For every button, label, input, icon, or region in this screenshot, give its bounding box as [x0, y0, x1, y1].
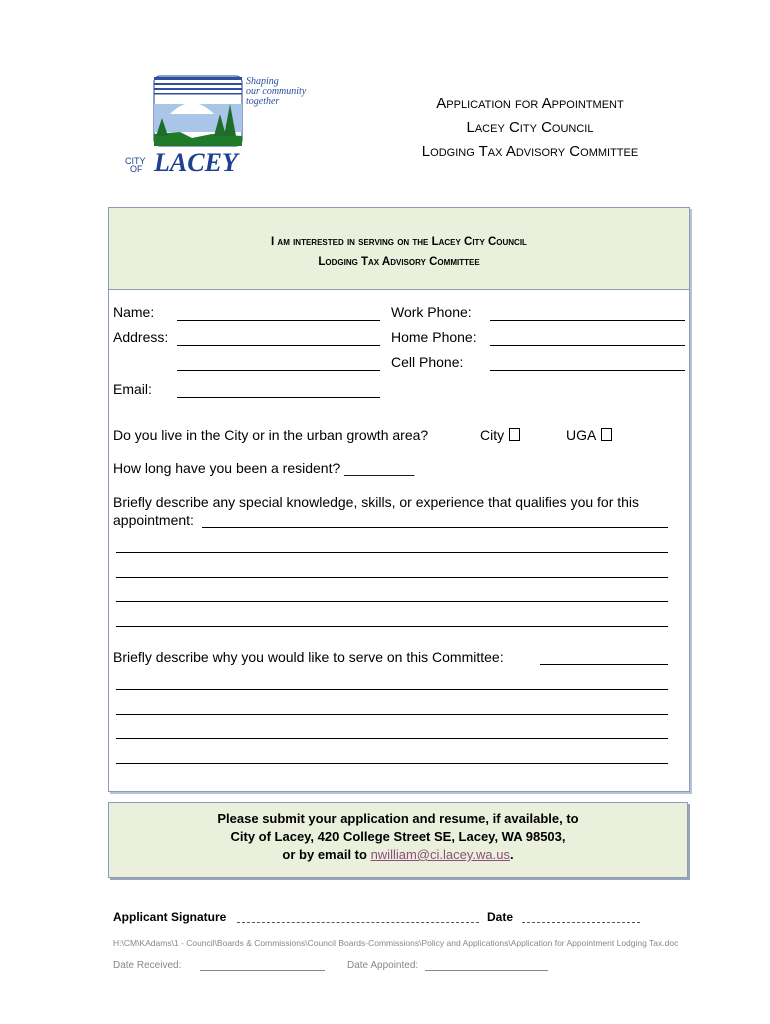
address-field-line-2[interactable] — [177, 370, 380, 371]
city-checkbox-option[interactable] — [480, 427, 520, 443]
box-header-line: Lodging Tax Advisory Committee — [318, 256, 480, 268]
why-answer-line[interactable] — [116, 763, 668, 764]
address-label: Address: — [113, 329, 169, 345]
form-box-header — [109, 208, 689, 290]
submit-prefix: or by email to — [282, 847, 371, 862]
box-header-line: I am interested in serving on the Lacey City Council — [271, 236, 527, 248]
knowledge-answer-line[interactable] — [116, 601, 668, 602]
cell-phone-field[interactable] — [490, 370, 685, 371]
name-field[interactable] — [177, 320, 380, 321]
page-title — [330, 92, 730, 164]
cell-phone-label: Cell Phone: — [391, 354, 464, 370]
home-phone-field[interactable] — [490, 345, 685, 346]
submission-instructions — [108, 802, 688, 878]
date-appointed-label: Date Appointed: — [347, 960, 419, 971]
file-path: H:\CM\KAdams\1 - Council\Boards & Commissions\Council Boards-Commissions\Policy and Applications\Application for Appointment Lodging Tax.doc — [113, 938, 679, 948]
knowledge-answer-line[interactable] — [202, 527, 668, 528]
title-line: Lodging Tax Advisory Committee — [421, 143, 639, 160]
uga-option-label: UGA — [566, 427, 597, 443]
submit-suffix: . — [509, 847, 514, 862]
knowledge-question-2: appointment: — [113, 512, 194, 528]
uga-checkbox-option[interactable] — [566, 427, 612, 443]
svg-text:our community: our community — [246, 86, 307, 97]
knowledge-question: Briefly describe any special knowledge, skills, or experience that qualifies you for this — [113, 494, 640, 510]
why-answer-line[interactable] — [540, 664, 668, 665]
city-option-label: City — [480, 427, 505, 443]
work-phone-label: Work Phone: — [391, 304, 472, 320]
live-question: Do you live in the City or in the urban growth area? — [113, 427, 429, 443]
home-phone-label: Home Phone: — [391, 329, 477, 345]
svg-text:OF: OF — [130, 164, 143, 174]
email-label: Email: — [113, 381, 152, 397]
city-logo — [122, 74, 322, 174]
logo-graphic — [122, 74, 322, 174]
svg-text:together: together — [246, 96, 280, 107]
why-answer-line[interactable] — [116, 738, 668, 739]
title-line: Lacey City Council — [466, 119, 594, 136]
uga-checkbox[interactable] — [601, 428, 612, 441]
email-link[interactable]: nwilliam@ci.lacey.wa.us — [370, 847, 510, 862]
svg-text:CITY: CITY — [125, 156, 146, 166]
email-field[interactable] — [177, 397, 380, 398]
title-line: Application for Appointment — [436, 95, 624, 112]
address-field[interactable] — [177, 345, 380, 346]
why-answer-line[interactable] — [116, 689, 668, 690]
submit-line — [109, 846, 687, 864]
knowledge-answer-line[interactable] — [116, 577, 668, 578]
signature-field[interactable] — [237, 922, 479, 923]
knowledge-answer-line[interactable] — [116, 626, 668, 627]
resident-question: How long have you been a resident? _________ — [113, 460, 415, 476]
date-received-field[interactable] — [200, 970, 325, 971]
name-label: Name: — [113, 304, 155, 320]
signature-label: Applicant Signature — [113, 910, 227, 924]
svg-text:Shaping: Shaping — [246, 76, 279, 87]
why-question: Briefly describe why you would like to serve on this Committee: — [113, 649, 504, 665]
date-received-label: Date Received: — [113, 960, 182, 971]
svg-text:LACEY: LACEY — [154, 148, 238, 174]
work-phone-field[interactable] — [490, 320, 685, 321]
submit-line: City of Lacey, 420 College Street SE, Lacey, WA 98503, — [230, 829, 566, 844]
submit-line: Please submit your application and resume, if available, to — [217, 811, 579, 826]
city-checkbox[interactable] — [509, 428, 520, 441]
why-answer-line[interactable] — [116, 714, 668, 715]
knowledge-answer-line[interactable] — [116, 552, 668, 553]
date-appointed-field[interactable] — [425, 970, 548, 971]
date-label: Date — [487, 910, 514, 924]
date-field[interactable] — [522, 922, 640, 923]
